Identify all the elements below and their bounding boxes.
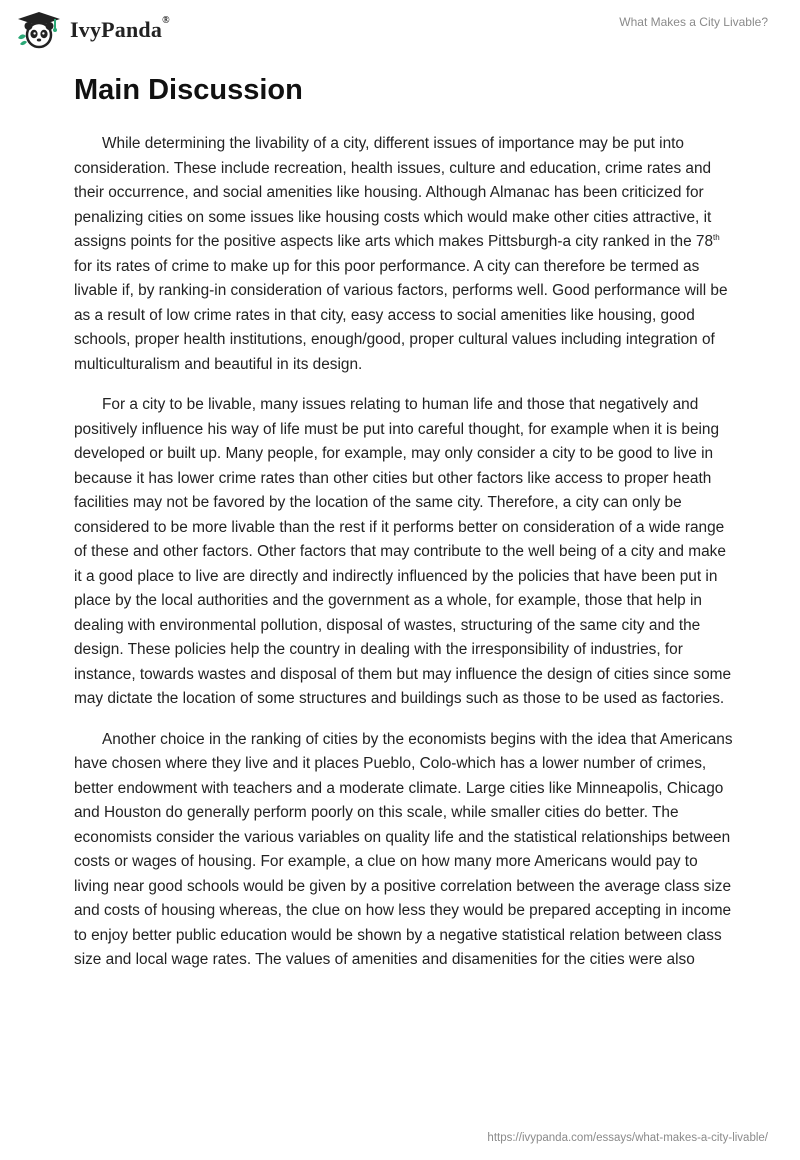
- section-heading: Main Discussion: [74, 74, 303, 106]
- brand-name: IvyPanda®: [70, 15, 170, 42]
- registered-mark: ®: [162, 15, 170, 26]
- brand-logo[interactable]: [14, 10, 170, 50]
- paragraph-1: While determining the livability of a city, different issues of importance may be put into consideration. These include recreation, health issues, culture and education, crime rates and their occurrence, and social amenities like housing. Although Almanac has been criticized for penalizing cities on some issues like housing costs which would make other cities attractive, it assigns points for the positive aspects like arts which makes Pittsburgh-a city ranked in the 78th for its rates of crime to make up for this poor performance. A city can therefore be termed as livable if, by ranking-in consideration of various factors, performs well. Good performance will be as a result of low crime rates in that city, easy access to social amenities like housing, good schools, proper health institutions, enough/good, proper cultural values including integration of multiculturalism and beautiful in its design.: [74, 135, 728, 373]
- article-body: [74, 132, 734, 989]
- panda-graduate-icon: [14, 10, 64, 50]
- document-title: What Makes a City Livable?: [619, 15, 768, 29]
- paragraph-3: Another choice in the ranking of cities by the economists begins with the idea that Americans have chosen where they live and it places Pueblo, Colo-which has a lower number of crimes, better endowment with teachers and a moderate climate. Large cities like Minneapolis, Chicago and Houston do generally perform poorly on this scale, while smaller cities do better. The economists consider the various variables on quality life and the statistical relationships between costs or wages of housing. For example, a clue on how many more Americans would pay to living near good schools would be given by a positive correlation between the average class size and costs of housing whereas, the clue on how less they would be prepared accepting in income to enjoy better public education would be shown by a negative statistical relation between class size and local wage rates. The values of amenities and disamenities for the cities were also: [74, 730, 733, 968]
- ordinal-suffix: th: [713, 232, 720, 242]
- paragraph-2: For a city to be livable, many issues relating to human life and those that negatively and positively influence his way of life must be put into careful thought, for example when it is being developed or built up. Many people, for example, may only consider a city to be good to live in because it has lower crime rates than other cities but other factors like access to proper heath facilities may not be favored by the location of the same city. Therefore, a city can only be considered to be more livable than the rest if it performs better on consideration of a wide range of these and other factors. Other factors that may contribute to the well being of a city and make it a good place to live are directly and indirectly influenced by the policies that have been put in place by the local authorities and the government as a whole, for example, those that help in dealing with environmental pollution, disposal of wastes, structuring of the same city and the design. These policies help the country in dealing with the irresponsibility of industries, for instance, towards wastes and disposal of them but may influence the design of cities since some may dictate the location of some structures and buildings such as those to be used as factories.: [74, 396, 732, 707]
- page-header: [0, 0, 800, 60]
- source-url-link[interactable]: https://ivypanda.com/essays/what-makes-a-city-livable/: [487, 1132, 768, 1144]
